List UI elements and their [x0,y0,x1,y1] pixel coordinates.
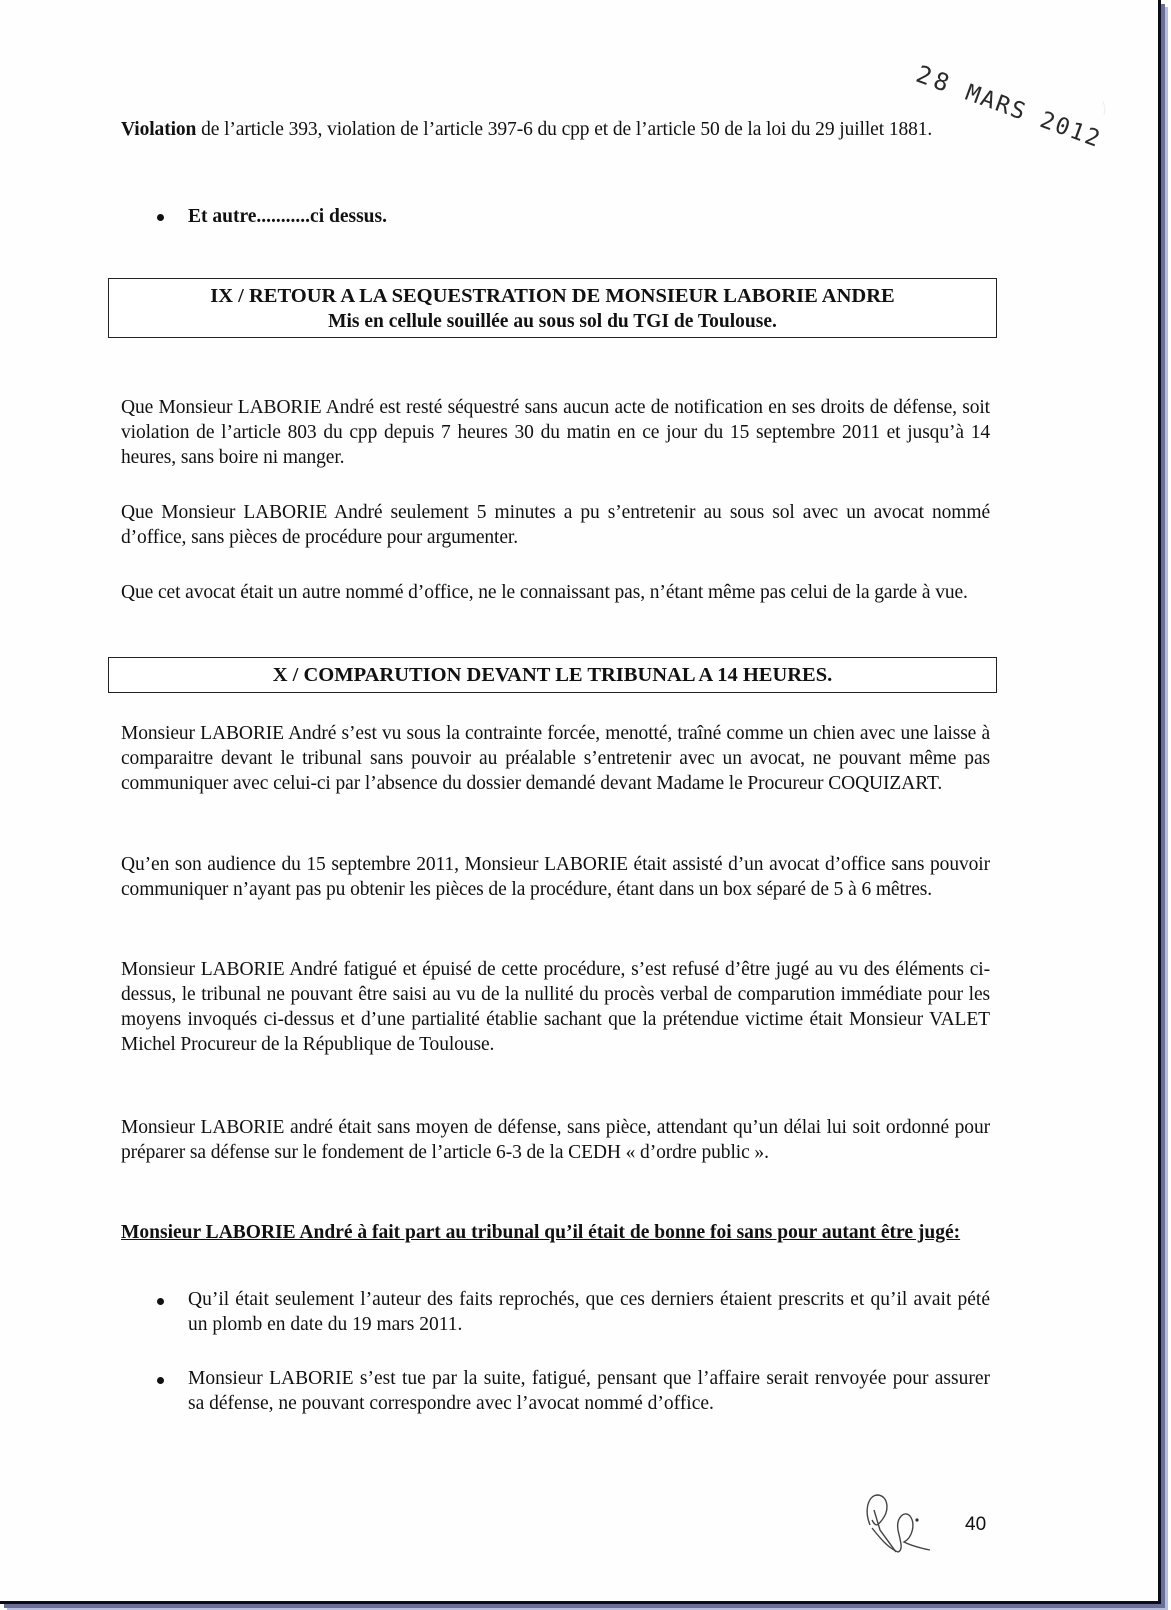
section-ix-subtitle: Mis en cellule souillée au sous sol du TGI de Toulouse. [328,311,777,332]
stamp-month-year: MARS 2012 [962,79,1105,154]
section-x-title: X / COMPARUTION DEVANT LE TRIBUNAL A 14 HEURES. [272,664,833,686]
section-ix-title: IX / RETOUR A LA SEQUESTRATION DE MONSIEUR LABORIE ANDRE [210,285,895,307]
scan-speck-icon [1100,100,1110,116]
paragraph-x-3: Monsieur LABORIE André fatigué et épuisé de cette procédure, s’est refusé d’être jugé au vu des éléments ci-dessus, le tribunal ne pouvant être saisi au vu de la nullité du procès verbal de comparution immédiate pour les moyens invoqués ci-dessus et d’une partialité établie sachant que la prétendue victime était Monsieur VALET Michel Procureur de la République de Toulouse. [121,959,990,1055]
bullet-item-1: Qu’il était seulement l’auteur des faits reprochés, que ces derniers étaient prescrits et qu’il avait pété un plomb en date du 19 mars 2011. [188,1289,990,1335]
stamp-day: 28 [912,60,957,99]
paragraph-ix-2: Que Monsieur LABORIE André seulement 5 minutes a pu s’entretenir au sous sol avec un avocat nommé d’office, sans pièces de procédure pour argumenter. [121,502,990,548]
bullet-item-2: Monsieur LABORIE s’est tue par la suite, fatigué, pensant que l’affaire serait renvoyée pour assurer sa défense, ne pouvant correspondre avec l’avocat nommé d’office. [188,1368,990,1414]
paragraph-x-4: Monsieur LABORIE andré était sans moyen de défense, sans pièce, attendant qu’un délai lui soit ordonné pour préparer sa défense sur le fondement de l’article 6-3 de la CEDH « d’ordre public ». [121,1117,990,1163]
paragraph-ix-3: Que cet avocat était un autre nommé d’office, ne le connaissant pas, n’étant même pas celui de la garde à vue. [121,582,968,603]
bullet-icon [157,1377,164,1384]
section-ix-heading-box [108,278,997,338]
violation-bold: Violation [121,119,197,140]
signature-icon [860,1490,950,1565]
violation-text: de l’article 393, violation de l’article 397-6 du cpp et de l’article 50 de la loi du 29 juillet 1881. [196,119,933,140]
et-autre-bullet: Et autre...........ci dessus. [188,206,387,227]
page-number: 40 [965,1514,987,1535]
paragraph-x-1: Monsieur LABORIE André s’est vu sous la contrainte forcée, menotté, traîné comme un chien avec une laisse à comparaitre devant le tribunal sans pouvoir au préalable s’entretenir avec un avocat, ne pouvant même pas communiquer avec celui-ci par l’absence du dossier demandé devant Madame le Procureur COQUIZART. [121,723,990,794]
bullet-icon [157,214,164,221]
violation-paragraph [121,117,981,142]
paragraph-x-2: Qu’en son audience du 15 septembre 2011, Monsieur LABORIE était assisté d’un avocat d’office sans pouvoir communiquer n’ayant pas pu obtenir les pièces de la procédure, étant dans un box séparé de 5 à 6 mêtres. [121,854,990,900]
section-x-heading-box [108,657,997,693]
underlined-heading: Monsieur LABORIE André à fait part au tribunal qu’il était de bonne foi sans pour autant être jugé: [121,1222,961,1243]
bullet-icon [157,1298,164,1305]
paragraph-ix-1: Que Monsieur LABORIE André est resté séquestré sans aucun acte de notification en ses droits de défense, soit violation de l’article 803 du cpp depuis 7 heures 30 du matin en ce jour du 15 septembre 2011 et jusqu’à 14 heures, sans boire ni manger. [121,397,990,468]
